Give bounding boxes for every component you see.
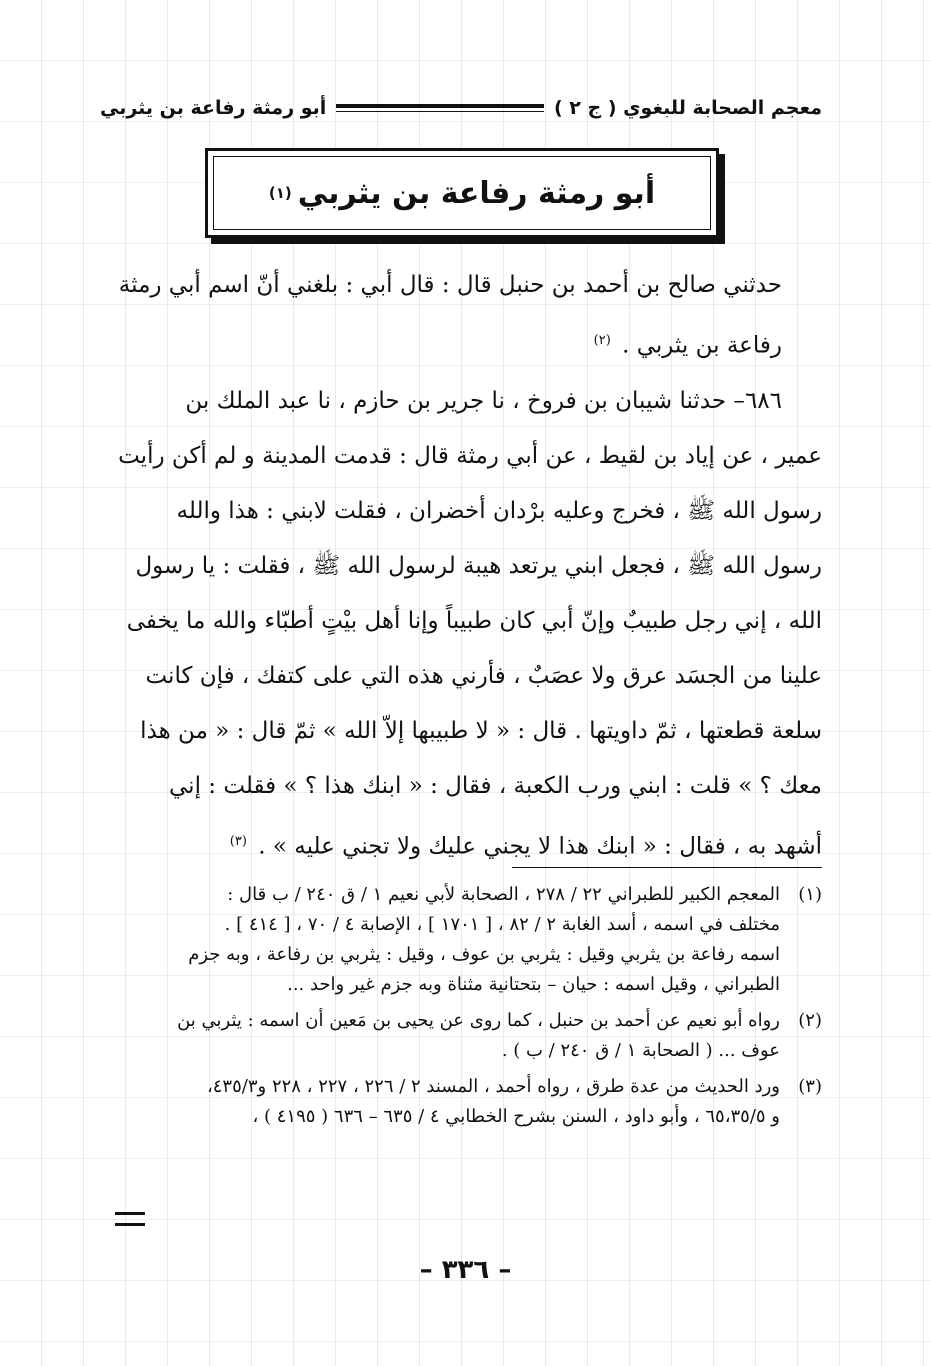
paragraph-1 xyxy=(100,258,822,374)
body-line: معك ؟ » قلت : ابني ورب الكعبة ، فقال : « ابنك هذا ؟ » فقلت : إني xyxy=(169,772,822,799)
header-book-title: معجم الصحابة للبغوي ( ج ٢ ) xyxy=(553,97,822,119)
body-line: عمير ، عن إياد بن لقيط ، عن أبي رمثة قال : قدمت المدينة و لم أكن رأيت xyxy=(118,442,822,469)
footnote-line: ورد الحديث من عدة طرق ، رواه أحمد ، المسند ٢ / ٢٢٦ ، ٢٢٧ ، ٢٢٨ و٤٣٥/٣، xyxy=(206,1076,780,1097)
header-entry-title: أبو رمثة رفاعة بن يثربي xyxy=(100,97,327,119)
body-line xyxy=(100,313,822,374)
footnote-line: اسمه رفاعة بن يثربي وقيل : يثربي بن عوف ، وقيل : يثربي بن رفاعة ، وبه جزم xyxy=(188,944,780,965)
body-line: علينا من الجسَد عرق ولا عصَبٌ ، فأرني هذه التي على كتفك ، فإن كانت xyxy=(145,662,822,689)
footnote-ref-3: (٣) xyxy=(229,833,247,849)
entry-title-box xyxy=(205,148,719,238)
footnote-text xyxy=(100,880,780,1000)
entry-title-inner xyxy=(213,156,711,230)
footnote-separator xyxy=(512,867,822,868)
footnote-line: و ٦٥،٣٥/٥ ، وأبو داود ، السنن بشرح الخطابي ٤ / ٦٣٥ – ٦٣٦ ( ٤١٩٥ ) ، xyxy=(252,1106,780,1127)
body-line: الله ، إني رجل طبيبٌ وإنّ أبي كان طبيباً وإنا أهل بيْتٍ أطبّاء والله ما يخفى xyxy=(126,607,822,634)
footnote-line: رواه أبو نعيم عن أحمد بن حنبل ، كما روى عن يحيى بن مَعين أن اسمه : يثربي بن xyxy=(177,1010,780,1031)
footnote-3 xyxy=(100,1072,822,1132)
page-number: – ٣٣٦ – xyxy=(419,1255,512,1285)
body-line-text: رفاعة بن يثربي . xyxy=(622,332,782,359)
footnote-1 xyxy=(100,880,822,1000)
footnotes xyxy=(100,880,822,1138)
body-line: سلعة قطعتها ، ثمّ داويتها . قال : « لا طبيبها إلاّ الله » ثمّ قال : « من هذا xyxy=(140,717,822,744)
entry-title: أبو رمثة رفاعة بن يثربي xyxy=(297,175,656,211)
footnote-line: عوف ... ( الصحابة ١ / ق ٢٤٠ / ب ) . xyxy=(501,1040,780,1061)
footnote-line: الطبراني ، وقيل اسمه : حيان – بتحتانية مثناة وبه جزم غير واحد ... xyxy=(287,974,780,995)
footnote-text xyxy=(100,1072,780,1132)
body-line-text: أشهد به ، فقال : « ابنك هذا لا يجني عليك ولا تجني عليه » . xyxy=(258,833,822,860)
body-line: حدثني صالح بن أحمد بن حنبل قال : قال أبي : بلغني أنّ اسم أبي رمثة xyxy=(118,272,782,298)
body-text xyxy=(100,258,822,874)
body-line: ٦٨٦– حدثنا شيبان بن فروخ ، نا جرير بن حازم ، نا عبد الملك بن xyxy=(185,387,782,414)
footnote-text xyxy=(100,1006,780,1066)
body-line: رسول الله ﷺ ، فخرج وعليه برْدان أخضران ، فقلت لابني : هذا والله xyxy=(176,497,822,524)
footnote-line: مختلف في اسمه ، أسد الغابة ٢ / ٨٢ ، [ ١٧٠١ ] ، الإصابة ٤ / ٧٠ ، [ ٤١٤ ] . xyxy=(224,914,780,935)
continuation-mark xyxy=(115,1212,145,1226)
footnote-ref-2: (٢) xyxy=(593,333,611,348)
footnote-number: (١) xyxy=(798,884,822,905)
body-line: رسول الله ﷺ ، فجعل ابني يرتعد هيبة لرسول الله ﷺ ، فقلت : يا رسول xyxy=(135,552,822,579)
paragraph-2 xyxy=(100,374,822,875)
body-line xyxy=(100,814,822,875)
footnote-number: (٢) xyxy=(798,1010,822,1031)
footnote-number: (٣) xyxy=(798,1076,822,1097)
footnote-line: المعجم الكبير للطبراني ٢٢ / ٢٧٨ ، الصحابة لأبي نعيم ١ / ق ٢٤٠ / ب قال : xyxy=(227,884,780,905)
entry-title-footnote-ref: (١) xyxy=(268,184,292,202)
footnote-2 xyxy=(100,1006,822,1066)
header-rule xyxy=(336,104,544,112)
running-header xyxy=(100,92,822,124)
